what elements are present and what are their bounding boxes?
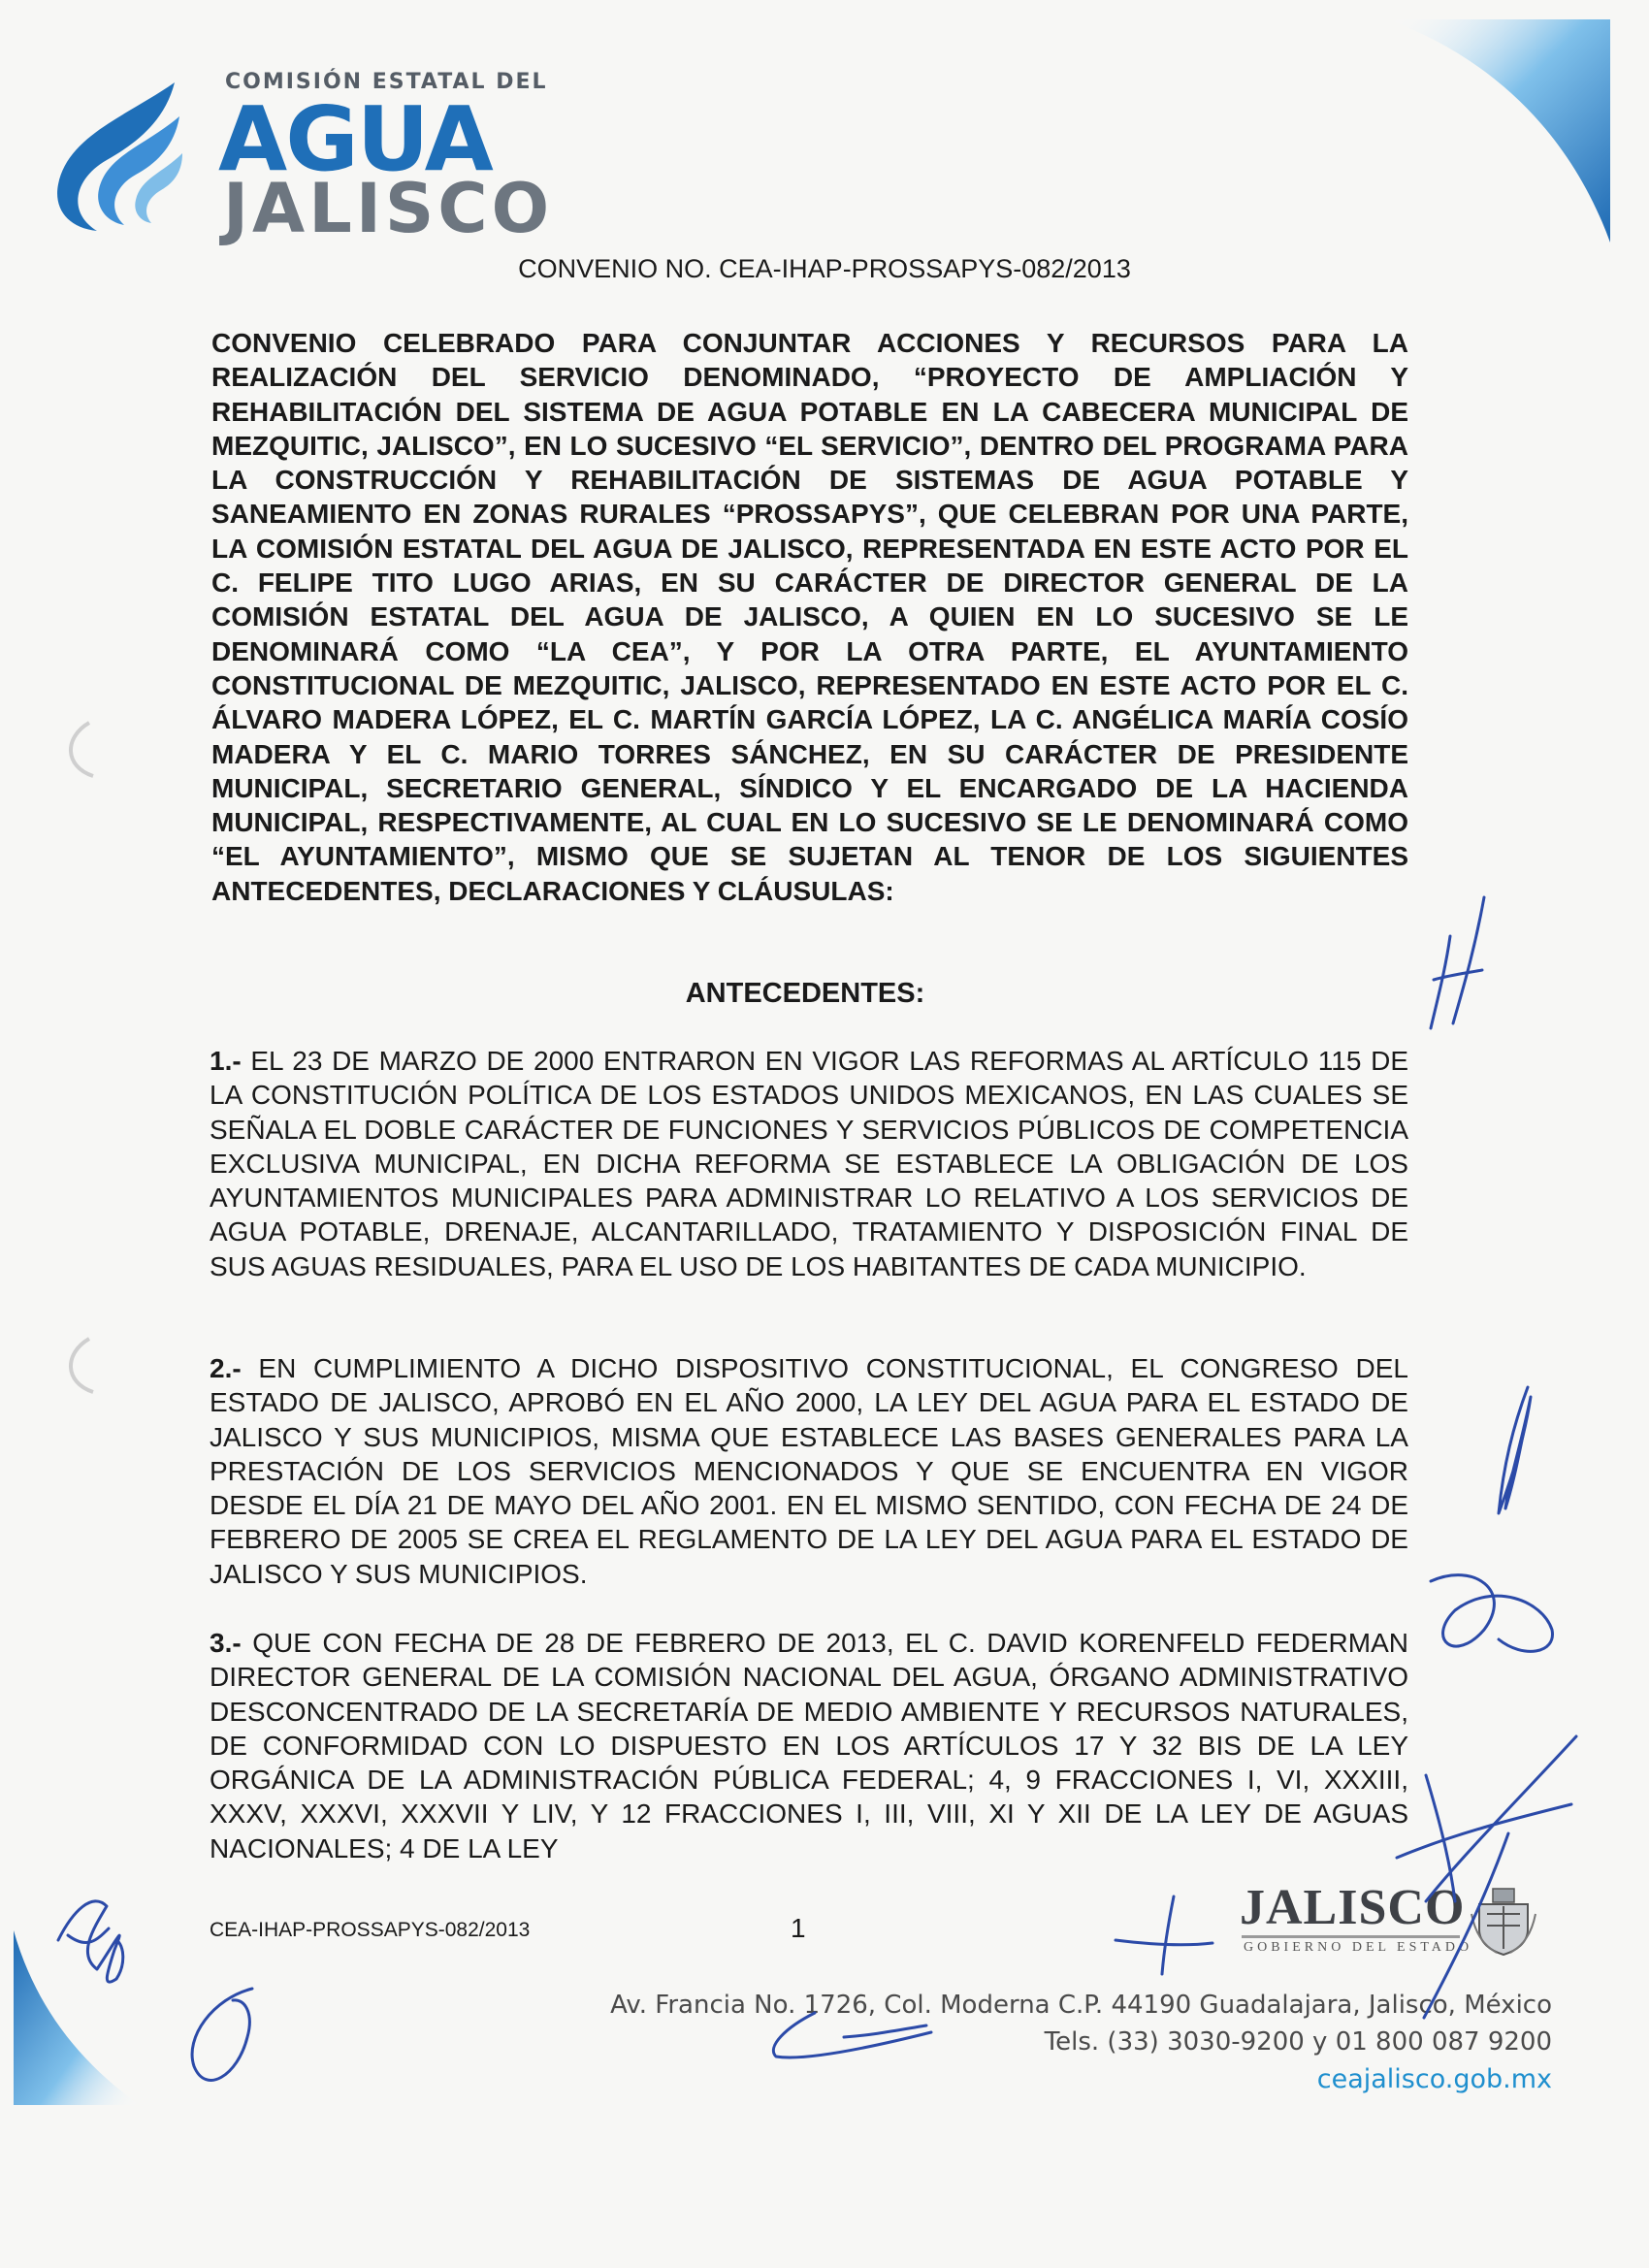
corner-decoration-bottom-left xyxy=(14,1930,140,2105)
paragraph-1 xyxy=(210,1044,1408,1283)
address-line: Av. Francia No. 1726, Col. Moderna C.P. 44190 Guadalajara, Jalisco, México xyxy=(610,1991,1552,2020)
paragraph-number: 1.- xyxy=(210,1046,242,1076)
coat-of-arms-icon xyxy=(1470,1885,1537,1957)
gov-logo-subtitle: GOBIERNO DEL ESTADO xyxy=(1244,1940,1473,1955)
agreement-title: CONVENIO CELEBRADO PARA CONJUNTAR ACCIONES Y RECURSOS PARA LA REALIZACIÓN DEL SERVICIO DENOMINADO, “PROYECTO DE AMPLIACIÓN Y REHABILITACIÓN DEL SISTEMA DE AGUA POTABLE EN LA CABECERA MUNICIPAL DE MEZQUITIC, JALISCO”, EN LO SUCESIVO “EL SERVICIO”, DENTRO DEL PROGRAMA PARA LA CONSTRUCCIÓN Y REHABILITACIÓN DE SISTEMAS DE AGUA POTABLE Y SANEAMIENTO EN ZONAS RURALES “PROSSAPYS”, QUE CELEBRAN POR UNA PARTE, LA COMISIÓN ESTATAL DEL AGUA DE JALISCO, REPRESENTADA EN ESTE ACTO POR EL C. FELIPE TITO LUGO ARIAS, EN SU CARÁCTER DE DIRECTOR GENERAL DE LA COMISIÓN ESTATAL DEL AGUA DE JALISCO, A QUIEN EN LO SUCESIVO SE LE DENOMINARÁ COMO “LA CEA”, Y POR LA OTRA PARTE, EL AYUNTAMIENTO CONSTITUCIONAL DE MEZQUITIC, JALISCO, REPRESENTADO EN ESTE ACTO POR EL C. ÁLVARO MADERA LÓPEZ, EL C. MARTÍN GARCÍA LÓPEZ, LA C. ANGÉLICA MARÍA COSÍO MADERA Y EL C. MARIO TORRES SÁNCHEZ, EN SU CARÁCTER DE PRESIDENTE MUNICIPAL, SECRETARIO GENERAL, SÍNDICO Y EL ENCARGADO DE LA HACIENDA MUNICIPAL, RESPECTIVAMENTE, AL CUAL EN LO SUCESIVO SE LE DENOMINARÁ COMO “EL AYUNTAMIENTO”, MISMO QUE SE SUJETAN AL TENOR DE LOS SIGUIENTES ANTECEDENTES, DECLARACIONES Y CLÁUSULAS: xyxy=(211,328,1408,906)
paragraph-number: 2.- xyxy=(210,1353,242,1383)
paragraph-3 xyxy=(210,1626,1408,1865)
gov-logo-name: JALISCO xyxy=(1240,1880,1466,1935)
paragraph-text: QUE CON FECHA DE 28 DE FEBRERO DE 2013, EL C. DAVID KORENFELD FEDERMAN DIRECTOR GENERAL DE LA COMISIÓN NACIONAL DEL AGUA, ÓRGANO ADMINISTRATIVO DESCONCENTRADO DE LA SECRETARÍA DE MEDIO AMBIENTE Y RECURSOS NATURALES, DE CONFORMIDAD CON LO DISPUESTO EN LOS ARTÍCULOS 17 Y 32 BIS DE LA LEY ORGÁNICA DE LA ADMINISTRACIÓN PÚBLICA FEDERAL; 4, 9 FRACCIONES I, VI, XXXIII, XXXV, XXXVI, XXXVII Y LIV, Y 12 FRACCIONES I, III, VIII, XI Y XII DE LA LEY DE AGUAS NACIONALES; 4 DE LA LEY xyxy=(210,1628,1408,1863)
agency-logo xyxy=(39,58,554,252)
logo-region-word: JALISCO xyxy=(223,169,554,248)
paragraph-text: EN CUMPLIMIENTO A DICHO DISPOSITIVO CONSTITUCIONAL, EL CONGRESO DEL ESTADO DE JALISCO, APROBÓ EN EL AÑO 2000, LA LEY DEL AGUA PARA EL ESTADO DE JALISCO Y SUS MUNICIPIOS, MISMA QUE ESTABLECE LAS BASES GENERALES PARA LA PRESTACIÓN DE LOS SERVICIOS MENCIONADOS Y QUE SE ENCUENTRA EN VIGOR DESDE EL DÍA 21 DE MAYO DEL AÑO 2001. EN EL MISMO SENTIDO, CON FECHA DE 24 DE FEBRERO DE 2005 SE CREA EL REGLAMENTO DE LA LEY DEL AGUA PARA EL ESTADO DE JALISCO Y SUS MUNICIPIOS. xyxy=(210,1353,1409,1589)
agreement-number: CONVENIO NO. CEA-IHAP-PROSSAPYS-082/2013 xyxy=(518,254,1131,283)
paragraph-text: EL 23 DE MARZO DE 2000 ENTRARON EN VIGOR LAS REFORMAS AL ARTÍCULO 115 DE LA CONSTITUCIÓN POLÍTICA DE LOS ESTADOS UNIDOS MEXICANOS, EN LAS CUALES SE SEÑALA EL DOBLE CARÁCTER DE FUNCIONES Y SERVICIOS PÚBLICOS DE COMPETENCIA EXCLUSIVA MUNICIPAL, EN DICHA REFORMA SE ESTABLECE LA OBLIGACIÓN DE LOS AYUNTAMIENTOS MUNICIPALES PARA ADMINISTRAR LO RELATIVO A LOS SERVICIOS DE AGUA POTABLE, DRENAJE, ALCANTARILLADO, TRATAMIENTO Y DISPOSICIÓN FINAL DE SUS AGUAS RESIDUALES, PARA EL USO DE LOS HABITANTES DE CADA MUNICIPIO. xyxy=(210,1046,1408,1281)
section-heading-antecedentes: ANTECEDENTES: xyxy=(685,978,925,1009)
page-number: 1 xyxy=(791,1913,806,1943)
corner-decoration-top-right xyxy=(1377,19,1610,243)
logo-subtitle: COMISIÓN ESTATAL DEL xyxy=(225,70,548,94)
website-link[interactable]: ceajalisco.gob.mx xyxy=(1316,2064,1552,2094)
state-government-logo xyxy=(1232,1877,1552,1964)
phone-line: Tels. (33) 3030-9200 y 01 800 087 9200 xyxy=(1044,2027,1552,2057)
paragraph-2 xyxy=(210,1351,1408,1591)
water-drop-logo-icon xyxy=(39,78,184,233)
footer-document-code: CEA-IHAP-PROSSAPYS-082/2013 xyxy=(210,1919,531,1941)
paragraph-number: 3.- xyxy=(210,1628,242,1658)
gov-logo-rule xyxy=(1242,1935,1460,1938)
logo-main-word: AGUA xyxy=(218,87,492,191)
hole-punch-marks xyxy=(71,723,93,1392)
